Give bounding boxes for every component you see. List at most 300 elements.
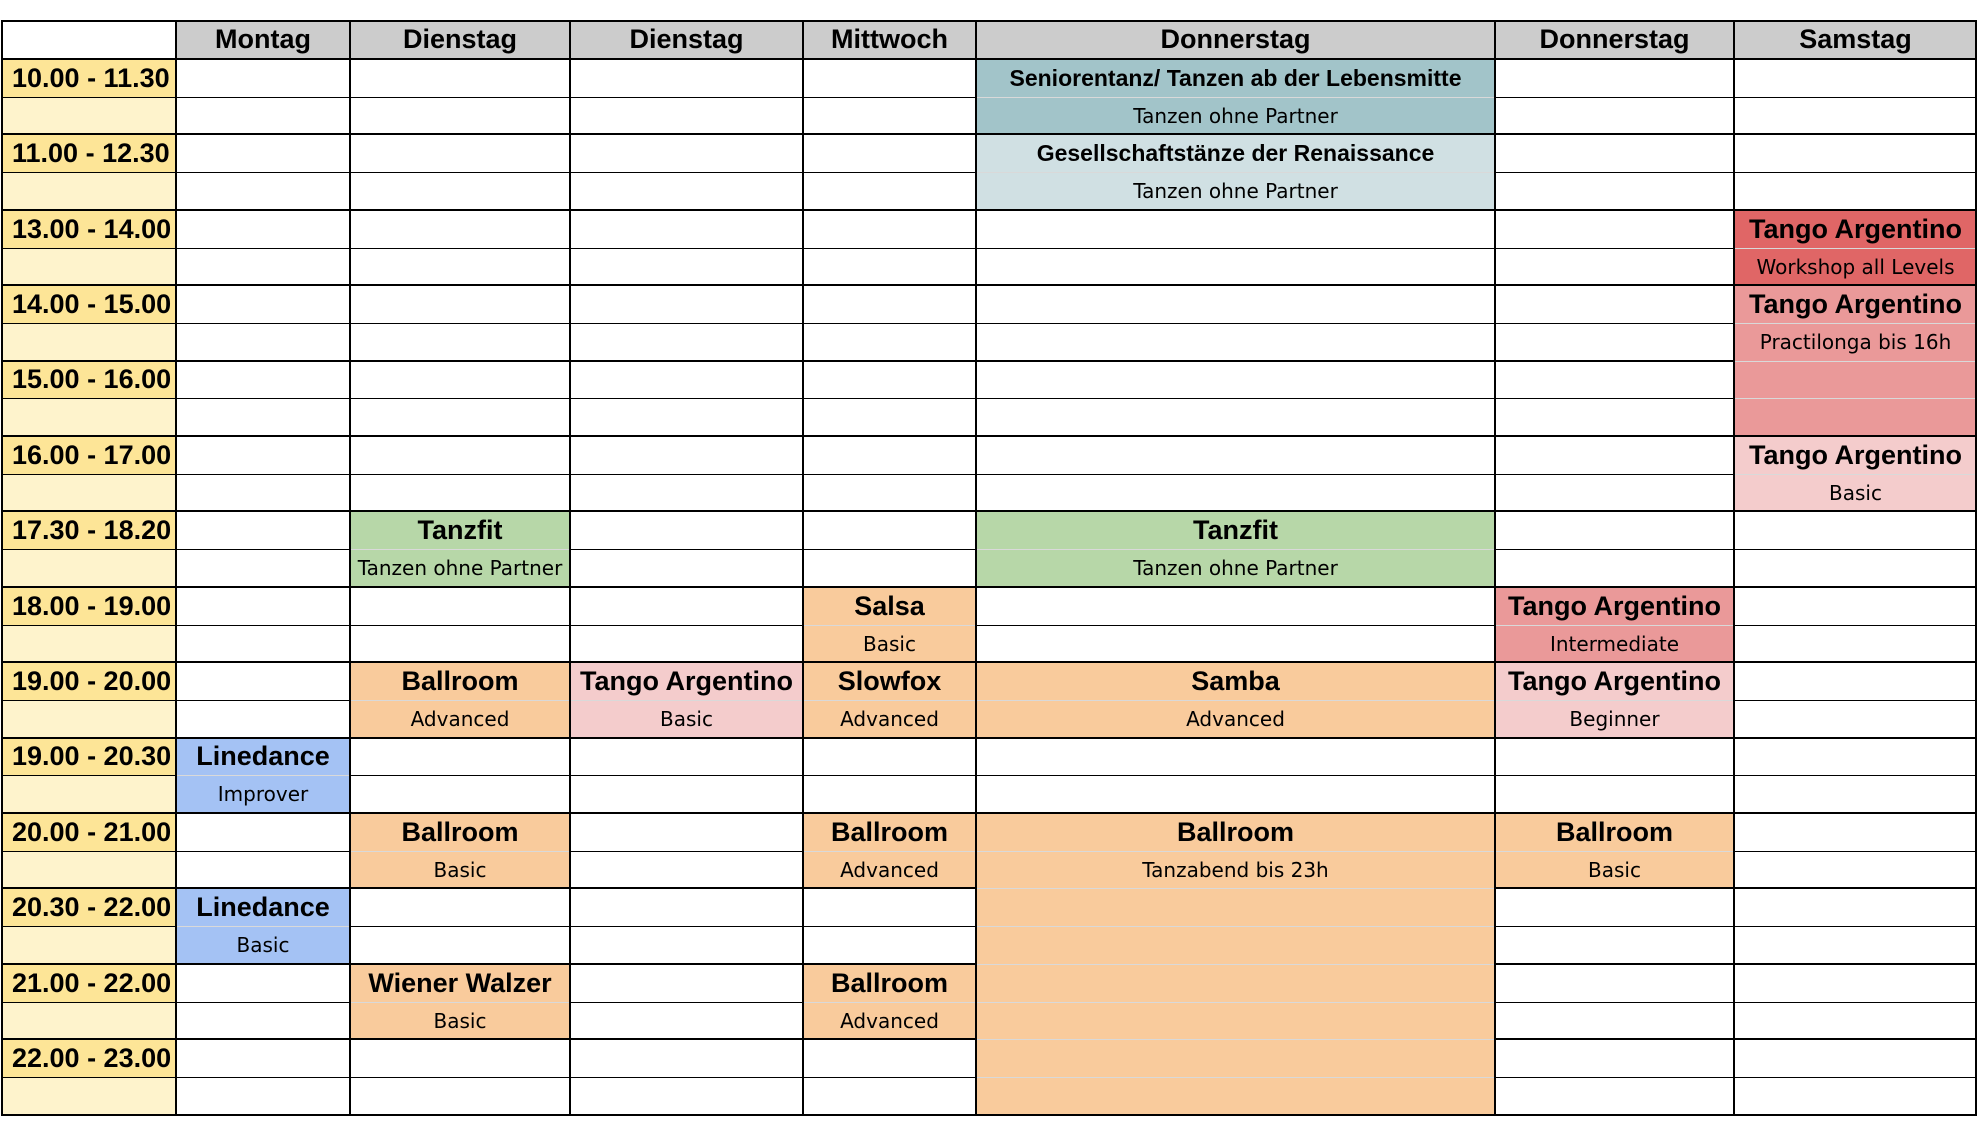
- grid-line: [350, 97, 570, 98]
- grid-line: [1495, 661, 1734, 663]
- event-subtitle: Workshop all Levels: [1756, 254, 1955, 279]
- grid-line: [2, 812, 176, 814]
- event-subtitle: Tanzen ohne Partner: [1133, 103, 1338, 128]
- time-slot-label: 22.00 - 23.00: [2, 1039, 176, 1077]
- event-subtitle: Tanzen ohne Partner: [357, 556, 563, 580]
- grid-line: [976, 133, 1495, 135]
- grid-line: [350, 812, 570, 814]
- grid-line: [350, 887, 570, 889]
- grid-line: [1495, 887, 1734, 889]
- grid-line: [1734, 737, 1977, 739]
- grid-line: [350, 586, 570, 588]
- grid-line-light: [350, 700, 570, 701]
- grid-line: [976, 586, 1495, 588]
- grid-line: [2, 58, 1977, 60]
- grid-line: [1734, 1077, 1977, 1078]
- time-slot-filler: [2, 775, 176, 813]
- grid-line: [350, 510, 570, 512]
- grid-line: [1495, 1114, 1734, 1116]
- grid-line: [570, 887, 803, 889]
- grid-line: [176, 435, 350, 437]
- time-slot-label: 14.00 - 15.00: [2, 285, 176, 323]
- grid-line: [350, 1038, 570, 1040]
- event-subtitle: Basic: [236, 933, 290, 957]
- grid-line: [803, 1077, 976, 1078]
- grid-line: [1733, 20, 1735, 1116]
- grid-line: [803, 812, 976, 814]
- grid-line: [976, 209, 1495, 211]
- grid-line: [350, 209, 570, 211]
- grid-line: [2, 737, 176, 739]
- grid-line: [2, 209, 176, 211]
- grid-line: [803, 284, 976, 286]
- event-title: Tango Argentino: [1749, 213, 1962, 244]
- grid-line: [1734, 700, 1977, 701]
- event-title: Tango Argentino: [1749, 288, 1962, 319]
- grid-line: [1734, 549, 1977, 550]
- grid-line: [570, 248, 803, 249]
- grid-line: [1734, 1002, 1977, 1003]
- grid-line: [976, 360, 1495, 362]
- grid-line: [2, 360, 176, 362]
- grid-line: [803, 963, 976, 965]
- grid-line: [176, 549, 350, 550]
- grid-line: [2, 1038, 176, 1040]
- header-corner: [2, 20, 176, 59]
- grid-line: [1734, 172, 1977, 173]
- event-subtitle: Beginner: [1569, 707, 1660, 731]
- grid-line: [350, 926, 570, 927]
- grid-line: [176, 97, 350, 98]
- grid-line: [570, 1077, 803, 1078]
- event-title: Ballroom: [830, 816, 949, 847]
- event-title: Ballroom: [401, 816, 519, 847]
- grid-line-light: [350, 851, 570, 852]
- event-title: Ballroom: [401, 665, 519, 696]
- grid-line: [803, 1038, 976, 1040]
- grid-line: [803, 398, 976, 399]
- grid-line: [2, 549, 176, 550]
- grid-line: [803, 360, 976, 362]
- grid-line: [2, 284, 176, 286]
- grid-line-light: [976, 1039, 1495, 1040]
- grid-line-light: [1734, 398, 1977, 399]
- grid-line-light: [176, 926, 350, 927]
- grid-line-light: [976, 1077, 1495, 1078]
- grid-line: [176, 1002, 350, 1003]
- event-title: Wiener Walzer: [368, 967, 552, 998]
- event-subtitle: Advanced: [840, 1008, 939, 1033]
- grid-line: [2, 700, 176, 701]
- grid-line: [2, 20, 1977, 22]
- time-slot-filler: [2, 549, 176, 587]
- event-title: Slowfox: [837, 665, 942, 696]
- event-subtitle: Advanced: [1186, 707, 1285, 731]
- event-title: Linedance: [196, 741, 330, 771]
- grid-line: [176, 1077, 350, 1078]
- time-slot-filler: [2, 323, 176, 361]
- grid-line-light: [976, 172, 1495, 173]
- time-slot-label: 15.00 - 16.00: [2, 361, 176, 398]
- time-slot-label: 18.00 - 19.00: [2, 587, 176, 625]
- grid-line: [570, 1114, 803, 1116]
- event-title: Tango Argentino: [1749, 439, 1962, 470]
- event-title: Salsa: [854, 590, 925, 621]
- grid-line: [350, 360, 570, 362]
- day-header: Samstag: [1734, 20, 1977, 59]
- grid-line: [2, 248, 176, 249]
- grid-line: [803, 737, 976, 739]
- event-title: Ballroom: [1555, 816, 1674, 847]
- grid-line: [1495, 398, 1734, 399]
- grid-line: [976, 775, 1495, 776]
- grid-line: [350, 284, 570, 286]
- grid-line: [1495, 1002, 1734, 1003]
- grid-line: [175, 20, 177, 1116]
- grid-line: [1734, 661, 1977, 663]
- grid-line: [350, 775, 570, 776]
- grid-line: [176, 625, 350, 626]
- grid-line: [1495, 172, 1734, 173]
- grid-line-light: [803, 851, 976, 852]
- grid-line-light: [1734, 474, 1977, 475]
- grid-line: [1495, 435, 1734, 437]
- grid-line: [350, 661, 570, 663]
- grid-line: [570, 851, 803, 852]
- grid-line: [1734, 851, 1977, 852]
- grid-line: [976, 625, 1495, 626]
- grid-line-light: [176, 775, 350, 776]
- grid-line: [570, 586, 803, 588]
- grid-line: [803, 133, 976, 135]
- grid-line: [976, 661, 1495, 663]
- grid-line: [176, 323, 350, 324]
- event-title: Gesellschaftstänze der Renaissance: [1036, 139, 1435, 166]
- grid-line: [2, 851, 176, 852]
- grid-line: [976, 284, 1495, 286]
- grid-line: [2, 323, 176, 324]
- grid-line: [803, 323, 976, 324]
- grid-line: [976, 812, 1495, 814]
- grid-line: [570, 549, 803, 550]
- grid-line: [176, 398, 350, 399]
- grid-line: [349, 20, 351, 1116]
- event-subtitle: Practilonga bis 16h: [1759, 330, 1952, 354]
- event-subtitle: Tanzen ohne Partner: [1133, 179, 1338, 203]
- event-title: Tanzfit: [1193, 514, 1278, 545]
- grid-line: [1495, 97, 1734, 98]
- grid-line: [2, 963, 176, 965]
- time-slot-label: 11.00 - 12.30: [2, 134, 176, 172]
- grid-line: [2, 435, 176, 437]
- grid-line: [176, 133, 350, 135]
- grid-line: [176, 1038, 350, 1040]
- event-subtitle: Basic: [1588, 857, 1641, 882]
- grid-line: [2, 586, 176, 588]
- grid-line: [570, 474, 803, 475]
- grid-line: [803, 586, 976, 588]
- grid-line: [1734, 209, 1977, 211]
- grid-line: [2, 474, 176, 475]
- grid-line: [350, 963, 570, 965]
- grid-line: [1495, 474, 1734, 475]
- event-subtitle: Advanced: [840, 707, 939, 731]
- time-slot-label: 17.30 - 18.20: [2, 511, 176, 549]
- grid-line: [1734, 284, 1977, 286]
- event-subtitle: Basic: [863, 631, 916, 656]
- grid-line: [1495, 737, 1734, 739]
- grid-line: [350, 737, 570, 739]
- grid-line: [975, 20, 977, 1116]
- time-slot-filler: [2, 248, 176, 285]
- day-header: Montag: [176, 20, 350, 59]
- grid-line: [1495, 209, 1734, 211]
- grid-line: [176, 284, 350, 286]
- grid-line: [803, 887, 976, 889]
- grid-line: [1734, 625, 1977, 626]
- grid-line: [2, 398, 176, 399]
- grid-line: [1734, 1114, 1977, 1116]
- grid-line: [570, 360, 803, 362]
- grid-line: [570, 775, 803, 776]
- grid-line: [176, 700, 350, 701]
- grid-line: [350, 133, 570, 135]
- event-title: Tango Argentino: [580, 665, 793, 696]
- time-slot-filler: [2, 700, 176, 738]
- grid-line: [2, 887, 176, 889]
- grid-line: [350, 435, 570, 437]
- grid-line: [1495, 963, 1734, 965]
- grid-line-light: [803, 700, 976, 701]
- event-subtitle: Intermediate: [1549, 631, 1680, 656]
- event-title: Tango Argentino: [1508, 665, 1721, 696]
- grid-line: [2, 926, 176, 927]
- grid-line: [803, 97, 976, 98]
- grid-line: [176, 851, 350, 852]
- grid-line: [570, 323, 803, 324]
- grid-line: [570, 926, 803, 927]
- grid-line: [1495, 133, 1734, 135]
- event-subtitle: Improver: [217, 782, 309, 806]
- grid-line-light: [803, 625, 976, 626]
- time-slot-filler: [2, 625, 176, 662]
- grid-line: [1734, 887, 1977, 889]
- grid-line: [176, 474, 350, 475]
- event-subtitle: Tanzabend bis 23h: [1142, 857, 1329, 882]
- grid-line: [803, 775, 976, 776]
- grid-line: [570, 284, 803, 286]
- grid-line: [570, 963, 803, 965]
- grid-line-light: [976, 851, 1495, 852]
- time-slot-filler: [2, 398, 176, 436]
- grid-line: [976, 510, 1495, 512]
- grid-line: [1495, 775, 1734, 776]
- event-subtitle: Basic: [660, 707, 713, 731]
- event-subtitle: Tanzen ohne Partner: [1133, 556, 1338, 580]
- grid-line: [2, 661, 176, 663]
- time-slot-label: 16.00 - 17.00: [2, 436, 176, 474]
- time-slot-filler: [2, 1002, 176, 1039]
- grid-line-light: [570, 700, 803, 701]
- time-slot-filler: [2, 1077, 176, 1115]
- time-slot-label: 19.00 - 20.00: [2, 662, 176, 700]
- event-title: Tanzfit: [417, 514, 503, 545]
- grid-line: [570, 510, 803, 512]
- grid-line-light: [1734, 323, 1977, 324]
- grid-line-light: [1734, 361, 1977, 362]
- event-subtitle: Basic: [433, 1008, 487, 1033]
- grid-line: [2, 1114, 176, 1116]
- grid-line: [350, 474, 570, 475]
- grid-line: [1495, 323, 1734, 324]
- grid-line: [1734, 133, 1977, 135]
- grid-line: [2, 1077, 176, 1078]
- grid-line: [570, 133, 803, 135]
- grid-line: [176, 172, 350, 173]
- event-title: Tango Argentino: [1508, 590, 1721, 621]
- grid-line: [1495, 1038, 1734, 1040]
- grid-line: [2, 510, 176, 512]
- grid-line-light: [1495, 625, 1734, 626]
- grid-line: [176, 510, 350, 512]
- grid-line: [1495, 1077, 1734, 1078]
- grid-line: [176, 812, 350, 814]
- time-slot-label: 10.00 - 11.30: [2, 59, 176, 97]
- grid-line-light: [1495, 851, 1734, 852]
- grid-line: [1495, 284, 1734, 286]
- time-slot-label: 19.00 - 20.30: [2, 738, 176, 775]
- grid-line: [803, 209, 976, 211]
- grid-line: [1734, 435, 1977, 437]
- event-subtitle: Advanced: [410, 707, 510, 731]
- grid-line-light: [976, 888, 1495, 889]
- grid-line: [1495, 248, 1734, 249]
- time-slot-label: 13.00 - 14.00: [2, 210, 176, 248]
- grid-line: [1734, 1038, 1977, 1040]
- time-slot-filler: [2, 474, 176, 511]
- grid-line: [2, 172, 176, 173]
- event-title: Ballroom: [1176, 816, 1295, 847]
- grid-line: [803, 549, 976, 550]
- grid-line: [570, 1002, 803, 1003]
- grid-line: [803, 248, 976, 249]
- grid-line: [176, 661, 350, 663]
- grid-line: [1495, 549, 1734, 550]
- grid-line: [803, 172, 976, 173]
- grid-line: [1, 20, 3, 1116]
- time-slot-filler: [2, 851, 176, 888]
- event-title: Linedance: [196, 891, 330, 922]
- grid-line: [803, 435, 976, 437]
- grid-line: [176, 360, 350, 362]
- grid-line: [570, 398, 803, 399]
- grid-line: [976, 1114, 1495, 1116]
- grid-line: [2, 625, 176, 626]
- grid-line: [570, 97, 803, 98]
- time-slot-label: 20.30 - 22.00: [2, 888, 176, 926]
- grid-line: [176, 586, 350, 588]
- grid-line: [1734, 812, 1977, 814]
- grid-line: [176, 1114, 350, 1116]
- grid-line: [176, 963, 350, 965]
- grid-line: [803, 661, 976, 663]
- grid-line: [976, 323, 1495, 324]
- grid-line: [1734, 510, 1977, 512]
- grid-line: [2, 133, 176, 135]
- grid-line: [976, 474, 1495, 475]
- grid-line: [176, 887, 350, 889]
- grid-line: [976, 248, 1495, 249]
- time-slot-filler: [2, 97, 176, 134]
- time-slot-label: 20.00 - 21.00: [2, 813, 176, 851]
- grid-line: [570, 812, 803, 814]
- event-title: Seniorentanz/ Tanzen ab der Lebensmitte: [1009, 64, 1462, 91]
- grid-line: [570, 1038, 803, 1040]
- grid-line-light: [976, 700, 1495, 701]
- grid-line: [803, 474, 976, 475]
- grid-line: [803, 510, 976, 512]
- grid-line: [1495, 360, 1734, 362]
- grid-line-light: [976, 549, 1495, 550]
- grid-line-light: [976, 926, 1495, 927]
- grid-line: [1494, 20, 1496, 1116]
- grid-line-light: [1734, 248, 1977, 249]
- event-subtitle: Basic: [433, 857, 487, 882]
- grid-line: [1495, 586, 1734, 588]
- event-subtitle: Advanced: [840, 857, 939, 882]
- time-slot-filler: [2, 172, 176, 210]
- time-slot-filler: [2, 926, 176, 964]
- grid-line: [350, 625, 570, 626]
- grid-line: [570, 661, 803, 663]
- grid-line-light: [976, 1002, 1495, 1003]
- grid-line: [2, 97, 176, 98]
- grid-line: [570, 209, 803, 211]
- grid-line: [802, 20, 804, 1116]
- grid-line: [2, 1002, 176, 1003]
- grid-line: [1495, 510, 1734, 512]
- grid-line: [803, 926, 976, 927]
- grid-line-light: [350, 549, 570, 550]
- grid-line: [1734, 775, 1977, 776]
- grid-line: [570, 435, 803, 437]
- day-header: Donnerstag: [1495, 20, 1734, 59]
- grid-line: [1734, 97, 1977, 98]
- grid-line: [1734, 586, 1977, 588]
- grid-line: [350, 323, 570, 324]
- grid-line: [176, 737, 350, 739]
- grid-line: [350, 1114, 570, 1116]
- grid-line: [350, 398, 570, 399]
- grid-line: [570, 172, 803, 173]
- time-slot-label: 21.00 - 22.00: [2, 964, 176, 1002]
- grid-line: [176, 248, 350, 249]
- grid-line: [1734, 926, 1977, 927]
- grid-line: [569, 20, 571, 1116]
- grid-line: [570, 625, 803, 626]
- grid-line: [976, 435, 1495, 437]
- grid-line: [1495, 812, 1734, 814]
- grid-line-light: [976, 964, 1495, 965]
- grid-line: [976, 737, 1495, 739]
- day-header: Donnerstag: [976, 20, 1495, 59]
- grid-line: [570, 737, 803, 739]
- event-subtitle: Basic: [1829, 480, 1882, 505]
- grid-line-light: [350, 1002, 570, 1003]
- grid-line-light: [1495, 700, 1734, 701]
- grid-line-light: [803, 1002, 976, 1003]
- grid-line: [350, 172, 570, 173]
